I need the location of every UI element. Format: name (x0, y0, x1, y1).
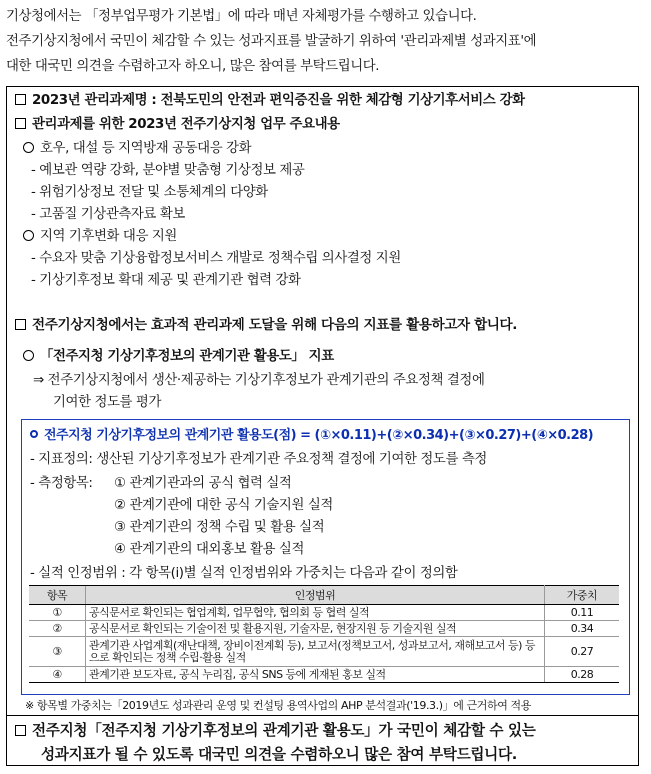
task-title: 2023년 관리과제명 : 전북도민의 안전과 편익증진을 위한 체감형 기상기후서비스 강화 (15, 89, 525, 108)
column-header: 인정범위 (86, 586, 545, 605)
weight-note: ※ 항목별 가중치는「2019년도 성과관리 운영 및 컨설팅 용역사업의 AHP 분석결과('19.3.)」에 근거하여 적용 (25, 699, 532, 712)
task-sub-item: - 고품질 기상관측자료 확보 (31, 207, 185, 222)
table-header-row (29, 586, 619, 605)
circle-bullet-icon (23, 142, 34, 153)
content-box (6, 86, 639, 766)
square-bullet-icon (15, 319, 26, 330)
table-row (29, 605, 619, 621)
intro-line: 기상청에서는 「정부업무평가 기본법」에 따라 매년 자체평가를 수행하고 있습니다. (6, 9, 477, 24)
measure-item: ① 관계기관과의 공식 협력 실적 (114, 476, 292, 491)
scope-cell: 관계기관 보도자료, 공식 누리집, 공식 SNS 등에 게재된 홍보 실적 (86, 667, 545, 683)
square-bullet-icon (15, 725, 26, 736)
range-text: - 실적 인정범위 : 각 항목(i)별 실적 인정범위와 가중치는 다음과 같이 정의함 (30, 566, 458, 581)
weight-cell: 0.28 (545, 667, 620, 683)
divider (7, 715, 638, 716)
weight-cell: 0.27 (545, 637, 620, 667)
scope-cell: 공식문서로 확인되는 협업계획, 업무협약, 협의회 등 협력 실적 (86, 605, 545, 621)
indicator-definition: - 지표정의: 생산된 기상기후정보가 관계기관 주요정책 결정에 기여한 정도를 측정 (30, 452, 487, 467)
task-item-label: 호우, 대설 등 지역방재 공동대응 강화 (23, 137, 251, 156)
measure-item: ④ 관계기관의 대외홍보 활용 실적 (114, 542, 304, 557)
item-cell: ① (29, 605, 86, 621)
measure-item: ③ 관계기관의 정책 수립 및 활용 실적 (114, 520, 325, 535)
blue-bullet-icon (30, 430, 38, 438)
scope-cell: 공식문서로 확인되는 기술이전 및 활용지원, 기술자문, 현장지원 등 기술지원 실적 (86, 621, 545, 637)
intro-line: 대한 대국민 의견을 수렴하고자 하오니, 많은 참여를 부탁드립니다. (6, 59, 380, 74)
task-sub-item: - 예보관 역량 강화, 분야별 맞춤형 기상정보 제공 (31, 163, 305, 178)
intro-paragraph (6, 4, 646, 79)
column-header: 가중치 (545, 586, 620, 605)
criteria-table (29, 585, 619, 683)
indicator-description: 기여한 정도를 평가 (53, 395, 161, 410)
intro-line: 전주기상지청에서 국민이 체감할 수 있는 성과지표를 발굴하기 위하여 '관리과제별 성과지표'에 (6, 34, 537, 49)
measure-label: - 측정항목: (30, 476, 93, 491)
weight-cell: 0.11 (545, 605, 620, 621)
item-cell: ② (29, 621, 86, 637)
task-item-label: 지역 기후변화 대응 지원 (23, 225, 177, 244)
item-cell: ④ (29, 667, 86, 683)
square-bullet-icon (15, 118, 26, 129)
task-sub-item: - 위험기상정보 전달 및 소통체계의 다양화 (31, 185, 268, 200)
table-row (29, 667, 619, 683)
circle-bullet-icon (23, 230, 34, 241)
square-bullet-icon (15, 94, 26, 105)
scope-cell: 관계기관 사업계획(재난대책, 장비이전계획 등), 보고서(정책보고서, 성과보고서, 재해보고서 등) 등으로 확인되는 정책 수립·활용 실적 (86, 637, 545, 667)
indicator-description: ⇒ 전주기상지청에서 생산·제공하는 기상기후정보가 관계기관의 주요정책 결정에 (33, 373, 485, 388)
item-cell: ③ (29, 637, 86, 667)
table-row (29, 621, 619, 637)
task-sub-item: - 기상기후정보 확대 제공 및 관계기관 협력 강화 (31, 273, 301, 288)
table-row (29, 637, 619, 667)
indicator-name: 「전주지청 기상기후정보의 관계기관 활용도」 지표 (23, 345, 334, 364)
formula: 전주지청 기상기후정보의 관계기관 활용도(점) = (①×0.11)+(②×0.34)+(③×0.27)+(④×0.28) (30, 424, 593, 443)
indicator-intro: 전주기상지청에서는 효과적 관리과제 도달을 위해 다음의 지표를 활용하고자 합니다. (15, 313, 517, 333)
weight-cell: 0.34 (545, 621, 620, 637)
closing-line: 전주지청「전주지청 기상기후정보의 관계기관 활용도」가 국민이 체감할 수 있는 (15, 719, 536, 740)
main-heading: 관리과제를 위한 2023년 전주기상지청 업무 주요내용 (15, 113, 340, 132)
task-sub-item: - 수요자 맞춤 기상융합정보서비스 개발로 정책수립 의사결정 지원 (31, 251, 401, 266)
measure-item: ② 관계기관에 대한 공식 기술지원 실적 (114, 498, 333, 513)
circle-bullet-icon (23, 350, 34, 361)
column-header: 항목 (29, 586, 86, 605)
closing-line: 성과지표가 될 수 있도록 대국민 의견을 수렴하오니 많은 참여 부탁드립니다. (41, 746, 517, 763)
